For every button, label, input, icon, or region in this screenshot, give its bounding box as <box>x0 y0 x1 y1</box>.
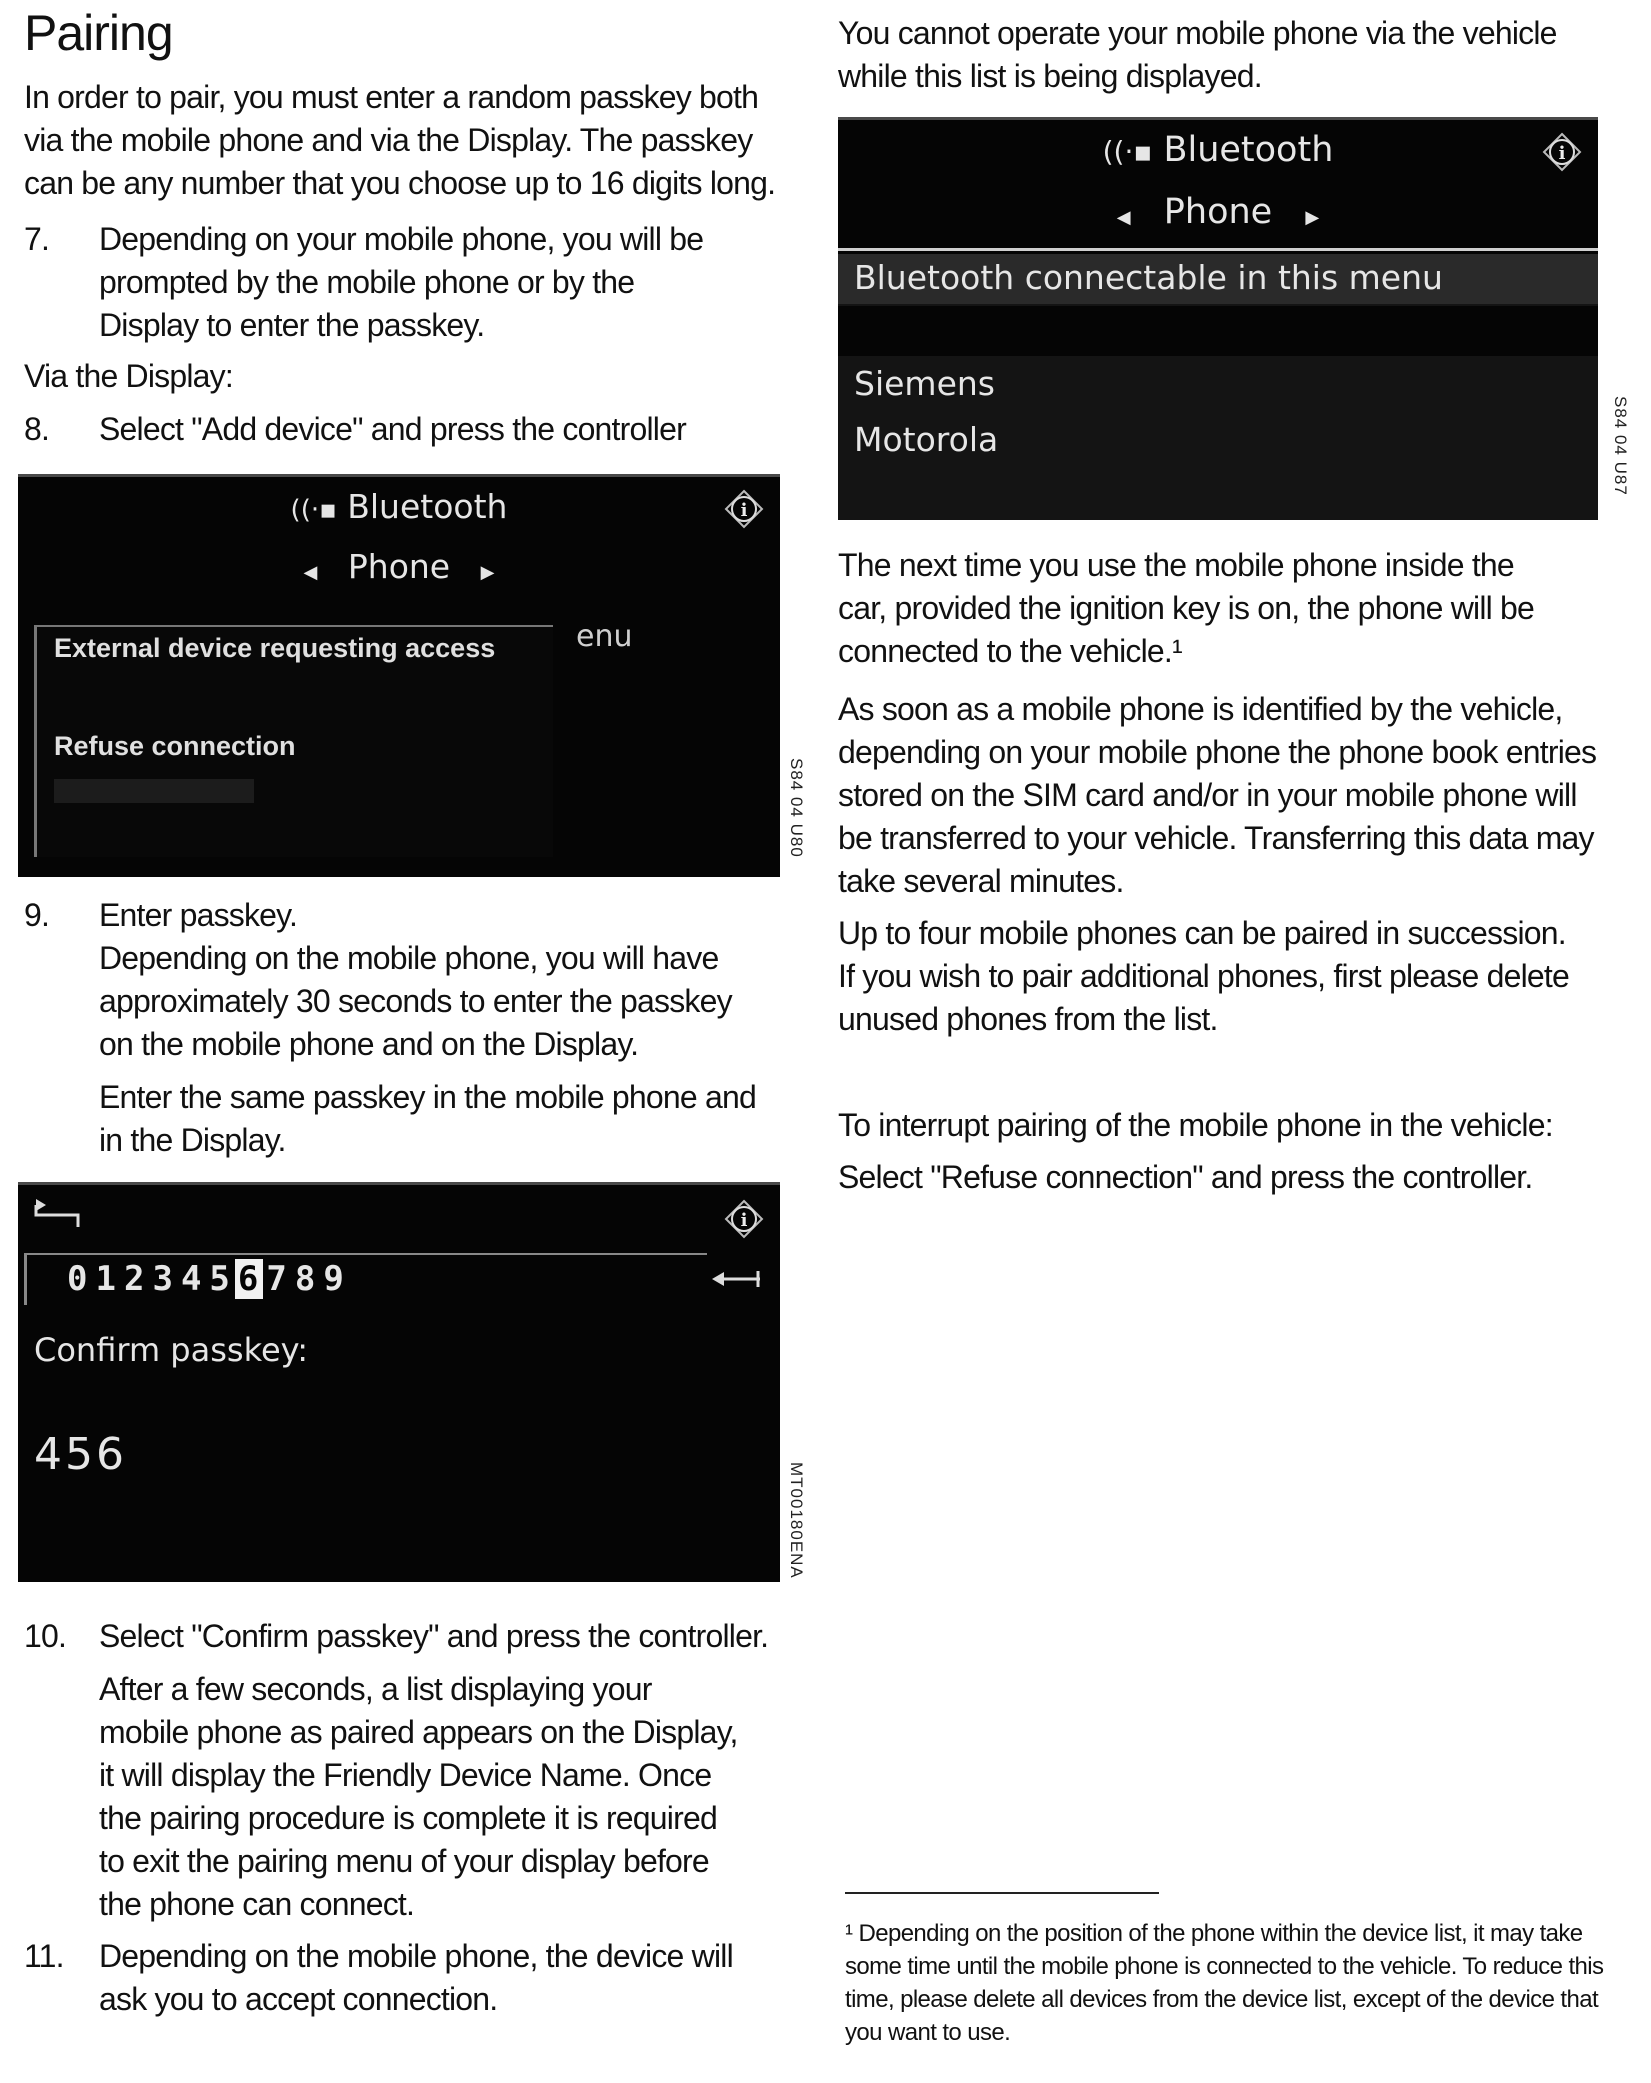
figure-caption: MT00180ENA <box>787 1462 806 1579</box>
screen-subtitle: Phone <box>347 547 451 586</box>
step-text: Enter passkey. <box>99 897 298 933</box>
entered-passkey: 456 <box>34 1429 127 1480</box>
arrow-right-icon[interactable]: ▶ <box>480 562 495 583</box>
digit-key[interactable]: 7 <box>266 1259 289 1299</box>
paragraph-refuse: Select "Refuse connection" and press the controller. <box>838 1159 1533 1195</box>
digit-key[interactable]: 0 <box>67 1259 90 1299</box>
arrow-left-icon[interactable]: ◀ <box>303 562 318 583</box>
svg-text:i: i <box>740 500 748 521</box>
digit-key[interactable]: 2 <box>123 1259 147 1299</box>
arrow-left-icon[interactable]: ◀ <box>1116 207 1131 228</box>
screen-subtitle-row <box>838 192 1598 232</box>
bluetooth-access-screen <box>18 474 780 877</box>
info-icon <box>724 489 764 529</box>
list-item-connectable: Bluetooth connectable in this menu <box>854 258 1443 297</box>
faded-row <box>54 779 254 803</box>
intro-paragraph: In order to pair, you must enter a random passkey both via the mobile phone and via the Display. The passkey can be any number that you choose up to 16 digits long. <box>24 79 776 201</box>
bluetooth-icon: ((·▪ <box>290 495 337 525</box>
paragraph-interrupt: To interrupt pairing of the mobile phone in the vehicle: <box>838 1107 1553 1143</box>
digit-key[interactable]: 3 <box>152 1259 175 1299</box>
svg-text:i: i <box>1558 143 1566 164</box>
figure-caption: S84 04 U87 <box>1611 396 1630 496</box>
screen-title-row <box>838 130 1598 170</box>
digit-key[interactable]: 4 <box>180 1259 204 1299</box>
digit-key[interactable]: 8 <box>294 1259 318 1299</box>
list-divider <box>838 248 1598 251</box>
digit-key[interactable]: 5 <box>209 1259 232 1299</box>
step-number: 9. <box>24 897 50 933</box>
list-item-motorola[interactable]: Motorola <box>854 420 999 459</box>
paragraph-identified: As soon as a mobile phone is identified by the vehicle, depending on your mobile phone the phone book entries stored on the SIM card and/or in your mobile phone will be transferred to your vehicle. Transferring this data may take several minutes. <box>838 691 1597 899</box>
background-menu-text: enu <box>576 619 633 654</box>
list-item-highlight[interactable] <box>838 306 1598 356</box>
arrow-right-icon[interactable]: ▶ <box>1305 207 1320 228</box>
step-number: 7. <box>24 221 50 257</box>
list-item-siemens[interactable]: Siemens <box>854 364 995 403</box>
step-detail: Depending on the mobile phone, you will have approximately 30 seconds to enter the passkey on the mobile phone and on the Display. <box>99 940 732 1062</box>
screen-subtitle: Phone <box>1163 192 1273 232</box>
digit-speller[interactable] <box>64 1259 349 1299</box>
digit-key[interactable]: 1 <box>95 1259 118 1299</box>
paragraph-next-time: The next time you use the mobile phone inside the car, provided the ignition key is on, the phone will be connected to the vehicle.¹ <box>838 547 1535 669</box>
step-text: Depending on your mobile phone, you will be prompted by the mobile phone or by the Display to enter the passkey. <box>99 221 704 343</box>
confirm-passkey-label[interactable]: Confirm passkey: <box>34 1331 309 1369</box>
screen-subtitle-row <box>18 547 780 586</box>
screen-title: Bluetooth <box>1163 130 1334 170</box>
screen-title-row <box>18 487 780 526</box>
list-warning: You cannot operate your mobile phone via the vehicle while this list is being displayed. <box>838 15 1557 94</box>
screen-title: Bluetooth <box>347 487 508 526</box>
figure-caption: S84 04 U80 <box>787 758 806 858</box>
via-display-label: Via the Display: <box>24 358 233 394</box>
back-icon[interactable] <box>32 1197 82 1231</box>
footnote: ¹ Depending on the position of the phone within the device list, it may take some time until the mobile phone is connected to the vehicle. To reduce this time, please delete all devices from the device list, except of the device that you want to use. <box>845 1920 1604 2046</box>
menu-item-refuse-connection[interactable]: Refuse connection <box>54 731 296 761</box>
step-text: Select "Add device" and press the controller <box>99 411 686 447</box>
backspace-icon[interactable] <box>712 1269 762 1289</box>
step-number: 10. <box>24 1618 67 1654</box>
paragraph-four-phones: Up to four mobile phones can be paired in succession. If you wish to pair additional phones, first please delete unused phones from the list. <box>838 915 1569 1037</box>
step-text: Depending on the mobile phone, the device will ask you to accept connection. <box>99 1938 733 2017</box>
step-detail: Enter the same passkey in the mobile phone and in the Display. <box>99 1079 756 1158</box>
bluetooth-icon: ((·▪ <box>1102 135 1153 168</box>
info-icon <box>1542 132 1582 172</box>
footnote-rule <box>845 1892 1159 1894</box>
passkey-screen <box>18 1182 780 1582</box>
info-icon <box>724 1199 764 1239</box>
digit-key[interactable]: 9 <box>323 1259 346 1299</box>
svg-text:i: i <box>740 1210 748 1231</box>
step-number: 11. <box>24 1938 64 1974</box>
step-detail: After a few seconds, a list displaying your mobile phone as paired appears on the Display, it will display the Friendly Device Name. Once the pairing procedure is complete it is required to exit the pairing menu of your display before the phone can connect. <box>99 1671 738 1922</box>
page-title: Pairing <box>24 5 173 61</box>
bluetooth-list-screen <box>838 117 1598 520</box>
step-text: Select "Confirm passkey" and press the controller. <box>99 1618 769 1654</box>
digit-key[interactable]: 6 <box>235 1259 263 1299</box>
menu-item-external-device[interactable]: External device requesting access <box>54 633 496 663</box>
step-number: 8. <box>24 411 50 447</box>
